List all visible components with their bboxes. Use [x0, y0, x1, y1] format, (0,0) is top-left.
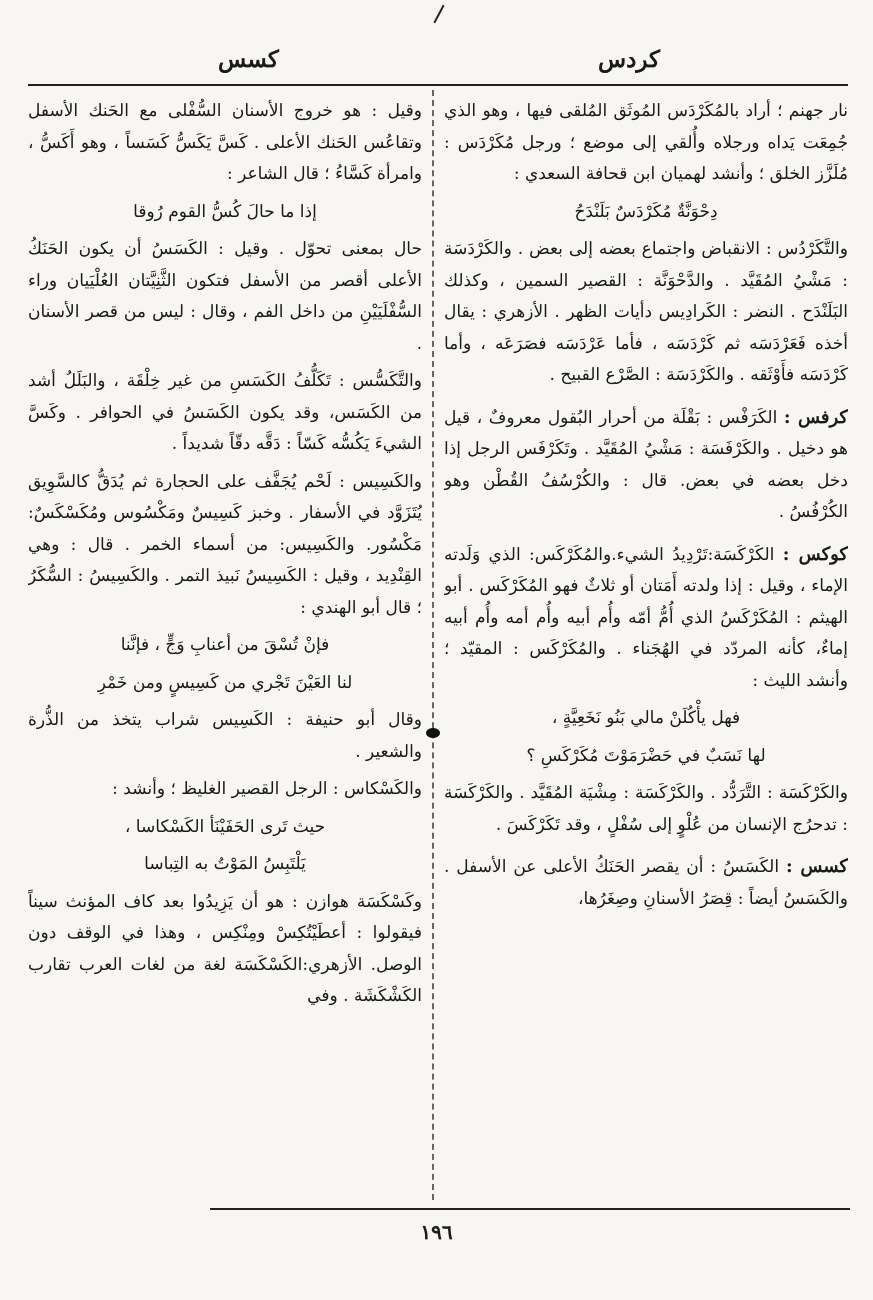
entry-kasas	[444, 851, 848, 915]
entry-headword: كرفس :	[783, 406, 848, 428]
entry-kurfus	[444, 402, 848, 529]
verse-line: إذا ما حالَ كُسُّ القوم رُوقا	[133, 201, 317, 222]
paragraph: وقال أبو حنيفة : الكَسِيس شراب يتخذ من الذُّرة والشعير .	[28, 710, 422, 762]
column-divider	[432, 90, 434, 1200]
running-head-left: كسس	[218, 46, 279, 73]
entry-text: الكَسَسُ : أن يقصر الحَنَكُ الأعلى عن الأسفل . والكَسَسُ أيضاً : قِصَرُ الأسنانِ وصِغَرُها،	[444, 857, 848, 909]
page-number: ١٩٦	[420, 1220, 453, 1244]
paragraph: حال بمعنى تحوّل . وقيل : الكَسَسُ أن يكون الحَنَكُ الأعلى أقصر من الأسفل فتكون الثَّنِيَّتان العُلْيَيان وراء السُّفْلَيَيْنِ من داخل الفم ، وقال : ليس من قصر الأسنان .	[28, 239, 422, 354]
footer-rule	[210, 1208, 850, 1210]
left-column	[28, 96, 422, 1204]
paragraph: والتَّكَرْدُس : الانقباض واجتماع بعضه إلى بعض . والكَرْدَسَة : مَشْيُ المُقَيَّد . والدَّحْوَنَّة : القصير السمين ، وكذلك البَلَنْدَح . النضر : الكَرادِيس دأيات الظهر . الأزهري : يقال أخذه فَعَرْدَسَه ثم كَرْدَسَه ، فأما عَرْدَسَه فصَرَعَه ، وأما كَرْدَسَه فأَوْثَقه . والكَرْدَسَة : الصَّرْع القبيح .	[444, 239, 848, 385]
paragraph: والكَسْكاس : الرجل القصير الغليظ ؛ وأنشد :	[112, 779, 422, 799]
paragraph: والكَسِيس : لَحْم يُجَفَّف على الحجارة ثم يُدَقُّ كالسَّوِيق يُتَزَوَّد في الأسفار . وخبز كَسِيسٌ ومَكْسُوس ومُكَسْكَسٌ: مَكْسُور. والكَسِيس: من أسماء الخمر . قال : وهي القِنْدِيد ، وقيل : الكَسِيسُ نَبيذ التمر . والكَسِيسُ : السُّكَرُ ؛ قال أبو الهندي :	[28, 471, 422, 618]
verse-line: حيث تَرى الحَفَيْنَأ الكَسْكاسا ،	[124, 816, 326, 837]
verse-line: لها نَسَبٌ في حَضْرَمَوْتَ مُكَرْكَسِ ؟	[526, 745, 766, 766]
entry-text: الكَرَفْس : بَقْلَة من أحرار البُقول معروفٌ ، قيل هو دخيل . والكَرْفَسَة : مَشْيُ المُقَيَّد . وتَكَرْفَس الرجل إذا دخل بعضه في بعض. قال : والكُرْسُفُ القُطْن وهو الكُرْفُسُ .	[444, 407, 848, 522]
paragraph: وكَسْكَسَة هوازن : هو أن يَزِيدُوا بعد كاف المؤنث سيناً فيقولوا : أعطَيْتُكِسْ ومِنْكِس ، وهذا في الوقف دون الوصل. الأزهري:الكَسْكَسَة لغة من لغات العرب تقارب الكَشْكَشَة . وفي	[28, 891, 422, 1006]
paragraph: والتَّكَسُّس : تَكَلُّفُ الكَسَسِ من غير خِلْقَة ، والبَلَلُ أشد من الكَسَس، وقد يكون الكَسَسُ في الحوافر . وكَسَّ الشيءَ يَكُسُّه كَسّاً : دَقَّه دقّاً شديداً .	[28, 371, 422, 454]
margin-marker-icon	[426, 728, 440, 738]
pen-stroke-mark	[433, 5, 444, 24]
verse-line: فهل يأْكُلَنْ مالي بَنُو نَخَعِيَّةٍ ،	[551, 708, 741, 728]
verse-line: دِحْوَنَّةٌ مُكَرْدَسٌ بَلَنْدَحُ	[574, 201, 718, 222]
running-head-right: كردس	[598, 46, 660, 73]
paragraph: والكَرْكَسَة : التَّرَدُّد . والكَرْكَسَة : مِشْيَة المُقَيَّد . والكَرْكَسَة : تدحرُج الإنسان من عُلْوٍ إلى سُفْلٍ ، وقد تَكَرْكَسَ .	[444, 783, 848, 835]
entry-headword: كسس :	[786, 856, 848, 877]
header-rule	[28, 84, 848, 86]
verse-line: يَلْتَبِسُ المَوْتُ به التِباسا	[144, 854, 306, 874]
entry-headword: كوكس :	[782, 543, 848, 565]
right-column	[444, 96, 848, 1204]
entry-text: الكَرْكَسَة:تَرْدِيدُ الشيء.والمُكَرْكَس: الذي وَلَدته الإماء ، وقيل : إذا ولدته أَمَتان أو ثلاثٌ فهو المُكَرْكَس . أبو الهيثم : المُكَرْكَسُ الذي أُمُّ أمّه وأُم أبيه وأُم أمه وأُم أبيه إماءٌ، كأنه المردّد في الهُجَناء . والمُكَرْكَس : المقيّد ؛ وأنشد الليث :	[444, 544, 848, 691]
entry-karkas	[444, 539, 848, 698]
verse-line: لنا العَيْنَ تَجْري من كَسِيسٍ ومن خَمْرِ	[97, 672, 353, 693]
paragraph: وقيل : هو خروج الأسنان السُّفْلى مع الحَنك الأسفل وتقاعُس الحَنك الأعلى . كَسَّ يَكَسُّ كَسَساً ، وهو أَكَسُّ ، وامرأة كَسَّاءُ ؛ قال الشاعر :	[28, 101, 422, 184]
verse-line: فإنْ تُسْقَ من أعنابِ وَجٍّ ، فإنَّنا	[120, 635, 330, 655]
paragraph: نار جهنم ؛ أراد بالمُكَرْدَس المُوثَق المُلقى فيها ، وهو الذي جُمِعَت يَداه ورجلاه وأُلقي إلى موضع ؛ ورجل مُكَرْدَس : مُلَزَّز الخلق ؛ وأنشد لهميان ابن قحافة السعدي :	[444, 101, 848, 184]
